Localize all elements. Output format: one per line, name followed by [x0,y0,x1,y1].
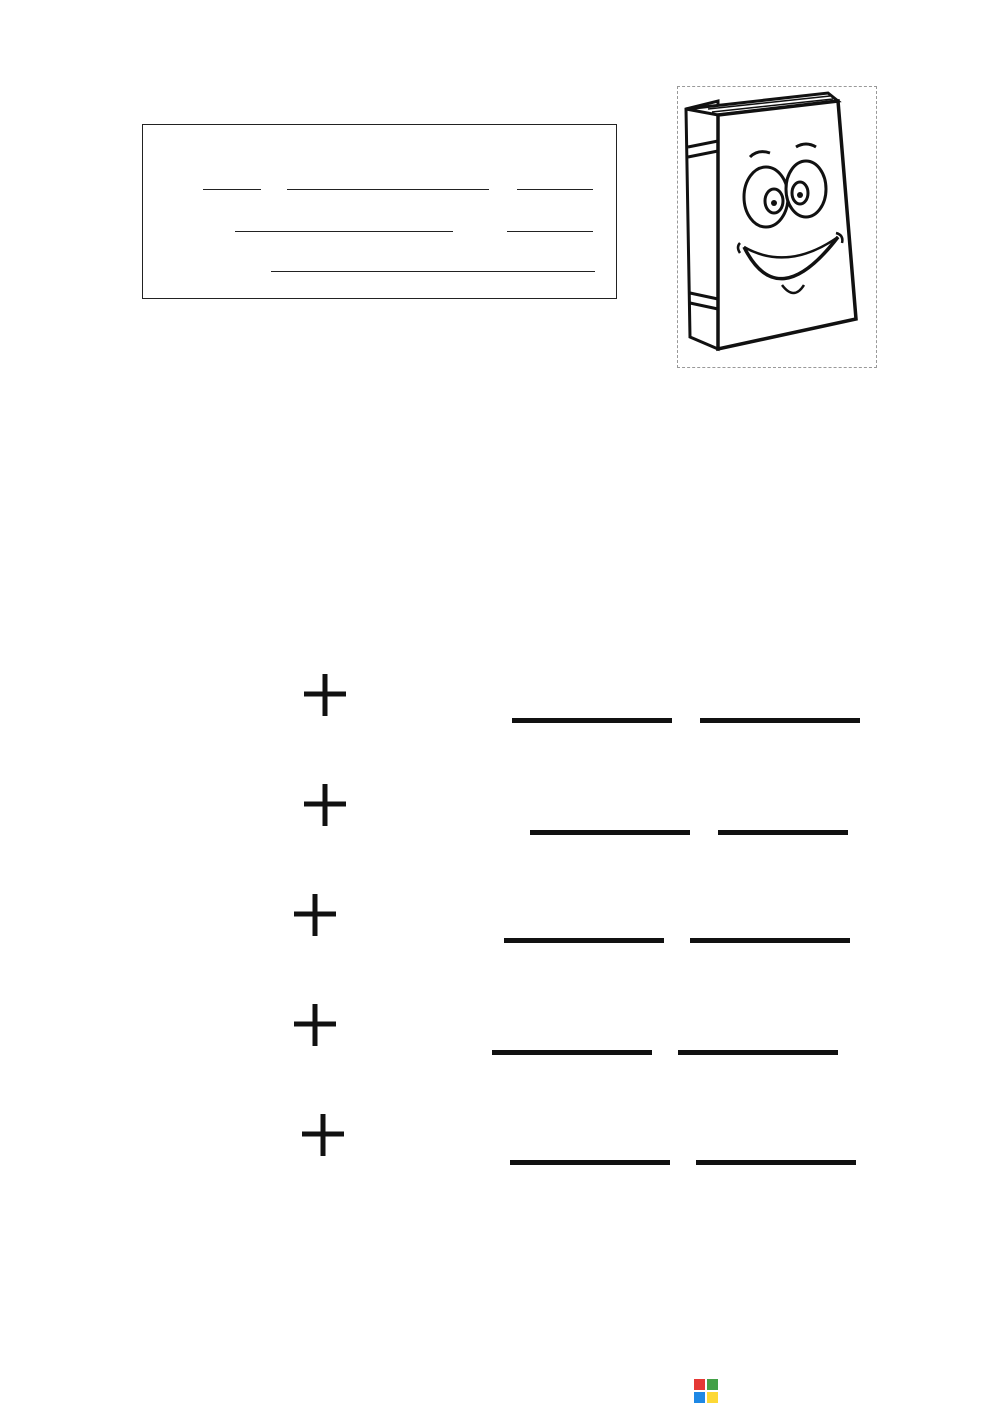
book-illustration [677,86,877,368]
answer-blank-1[interactable] [504,938,664,943]
answer-blank-2[interactable] [678,1050,838,1055]
equation-row [230,790,880,850]
equation-row [230,1120,880,1180]
plus-icon [302,782,348,828]
aluno-field[interactable] [235,231,453,232]
answer-blank-2[interactable] [696,1160,856,1165]
equation-row [230,900,880,960]
date-year-field[interactable] [517,189,593,190]
answer-blank-2[interactable] [718,830,848,835]
answer-blank-1[interactable] [492,1050,652,1055]
professor-field[interactable] [271,271,595,272]
date-day-field[interactable] [203,189,261,190]
border-bottom [0,1323,1000,1363]
equation-row [230,1010,880,1070]
plus-icon [302,672,348,718]
plus-icon [292,1002,338,1048]
answer-blank-1[interactable] [530,830,690,835]
plus-icon [292,892,338,938]
border-top [0,44,1000,84]
answer-blank-2[interactable] [690,938,850,943]
date-month-field[interactable] [287,189,489,190]
equation-row [230,680,880,740]
plus-icon [300,1112,346,1158]
answer-blank-1[interactable] [510,1160,670,1165]
smiling-book-icon [678,87,876,367]
border-right [905,0,965,1413]
serie-field[interactable] [507,231,593,232]
border-left [38,0,98,1413]
header-box [142,124,617,299]
answer-blank-2[interactable] [700,718,860,723]
liveworksheets-logo-icon [694,1379,718,1403]
answer-blank-1[interactable] [512,718,672,723]
